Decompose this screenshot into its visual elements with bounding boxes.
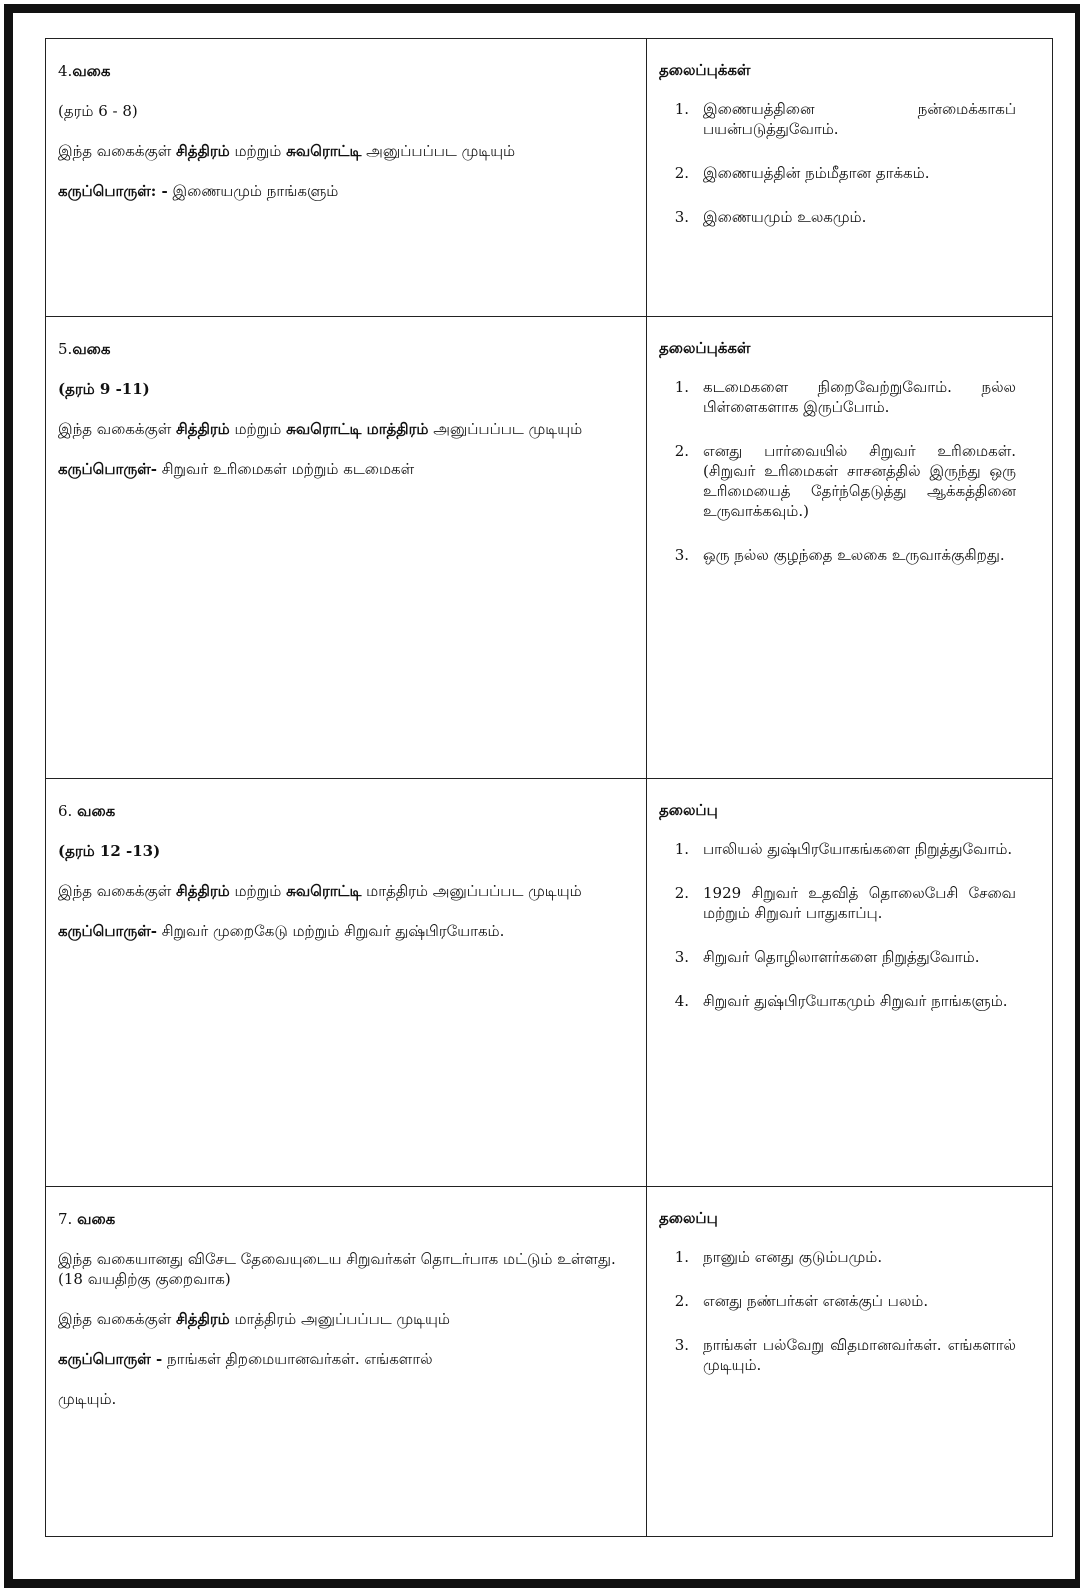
list-item: 3. ஒரு நல்ல குழந்தை உலகை உருவாக்குகிறது. [674, 546, 1005, 564]
topics-list [659, 377, 1016, 565]
category-title: 5.வகை [58, 340, 111, 358]
category-title: 6. வகை [58, 802, 116, 820]
theme: கருப்பொருள்: - இணையமும் நாங்களும் [58, 182, 339, 200]
list-item: 1. பாலியல் துஷ்பிரயோகங்களை நிறுத்துவோம். [674, 840, 1013, 858]
topics-heading: தலைப்பு [659, 1209, 718, 1227]
table-row [46, 39, 1053, 317]
theme: கருப்பொருள் - நாங்கள் திறமையானவர்கள். எங்களால் [58, 1350, 433, 1368]
allowed-entries: இந்த வகைக்குள் சித்திரம் மற்றும் சுவரொட்டி மாத்திரம் அனுப்பப்பட முடியும் [58, 882, 582, 900]
allowed-entries: இந்த வகைக்குள் சித்திரம் மாத்திரம் அனுப்பப்பட முடியும் [58, 1310, 450, 1328]
theme-continued: முடியும். [58, 1390, 117, 1408]
table-row [46, 317, 1053, 779]
topics-heading: தலைப்புக்கள் [659, 339, 751, 357]
allowed-entries: இந்த வகைக்குள் சித்திரம் மற்றும் சுவரொட்டி அனுப்பப்பட முடியும் [58, 142, 516, 160]
category-cell [46, 317, 647, 779]
list-item: 1. கடமைகளை நிறைவேற்றுவோம். நல்ல பிள்ளைகளாக இருப்போம். [674, 378, 1016, 416]
list-item: 2. இணையத்தின் நம்மீதான தாக்கம். [674, 164, 930, 182]
category-table [45, 38, 1053, 1537]
table-row [46, 1187, 1053, 1537]
category-cell [46, 1187, 647, 1537]
grade-range: (தரம் 6 - 8) [58, 102, 138, 120]
list-item: 1. இணையத்தினை நன்மைக்காகப் பயன்படுத்துவோம். [674, 100, 1016, 138]
category-note: இந்த வகையானது விசேட தேவையுடைய சிறுவர்கள் தொடர்பாக மட்டும் உள்ளது. (18 வயதிற்கு குறைவாக) [58, 1250, 616, 1288]
list-item: 3. நாங்கள் பல்வேறு விதமானவர்கள். எங்களால் முடியும். [674, 1336, 1016, 1374]
list-item: 2. எனது பார்வையில் சிறுவர் உரிமைகள். (சிறுவர் உரிமைகள் சாசனத்தில் இருந்து ஒரு உரிமையைத் தேர்ந்தெடுத்து ஆக்கத்தினை உருவாக்கவும்.) [674, 442, 1016, 520]
list-item: 2. எனது நண்பர்கள் எனக்குப் பலம். [674, 1292, 929, 1310]
table-row [46, 779, 1053, 1187]
topics-list [659, 1247, 1016, 1375]
topics-heading: தலைப்பு [659, 801, 718, 819]
category-title: 7. வகை [58, 1210, 116, 1228]
category-cell [46, 779, 647, 1187]
topics-list [659, 99, 1016, 227]
theme: கருப்பொருள்- சிறுவர் உரிமைகள் மற்றும் கடமைகள் [58, 460, 415, 478]
grade-range: (தரம் 12 -13) [58, 842, 161, 860]
list-item: 2. 1929 சிறுவர் உதவித் தொலைபேசி சேவை மற்றும் சிறுவர் பாதுகாப்பு. [674, 884, 1016, 922]
topics-cell [647, 317, 1053, 779]
category-title: 4.வகை [58, 62, 111, 80]
topics-cell [647, 39, 1053, 317]
list-item: 4. சிறுவர் துஷ்பிரயோகமும் சிறுவர் நாங்களும். [674, 992, 1008, 1010]
allowed-entries: இந்த வகைக்குள் சித்திரம் மற்றும் சுவரொட்டி மாத்திரம் அனுப்பப்பட முடியும் [58, 420, 583, 438]
topics-heading: தலைப்புக்கள் [659, 61, 751, 79]
theme: கருப்பொருள்- சிறுவர் முறைகேடு மற்றும் சிறுவர் துஷ்பிரயோகம். [58, 922, 505, 940]
list-item: 3. சிறுவர் தொழிலாளர்களை நிறுத்துவோம். [674, 948, 980, 966]
category-cell [46, 39, 647, 317]
topics-cell [647, 779, 1053, 1187]
list-item: 1. நானும் எனது குடும்பமும். [674, 1248, 883, 1266]
grade-range: (தரம் 9 -11) [58, 380, 150, 398]
list-item: 3. இணையமும் உலகமும். [674, 208, 867, 226]
topics-cell [647, 1187, 1053, 1537]
topics-list [659, 839, 1016, 1011]
